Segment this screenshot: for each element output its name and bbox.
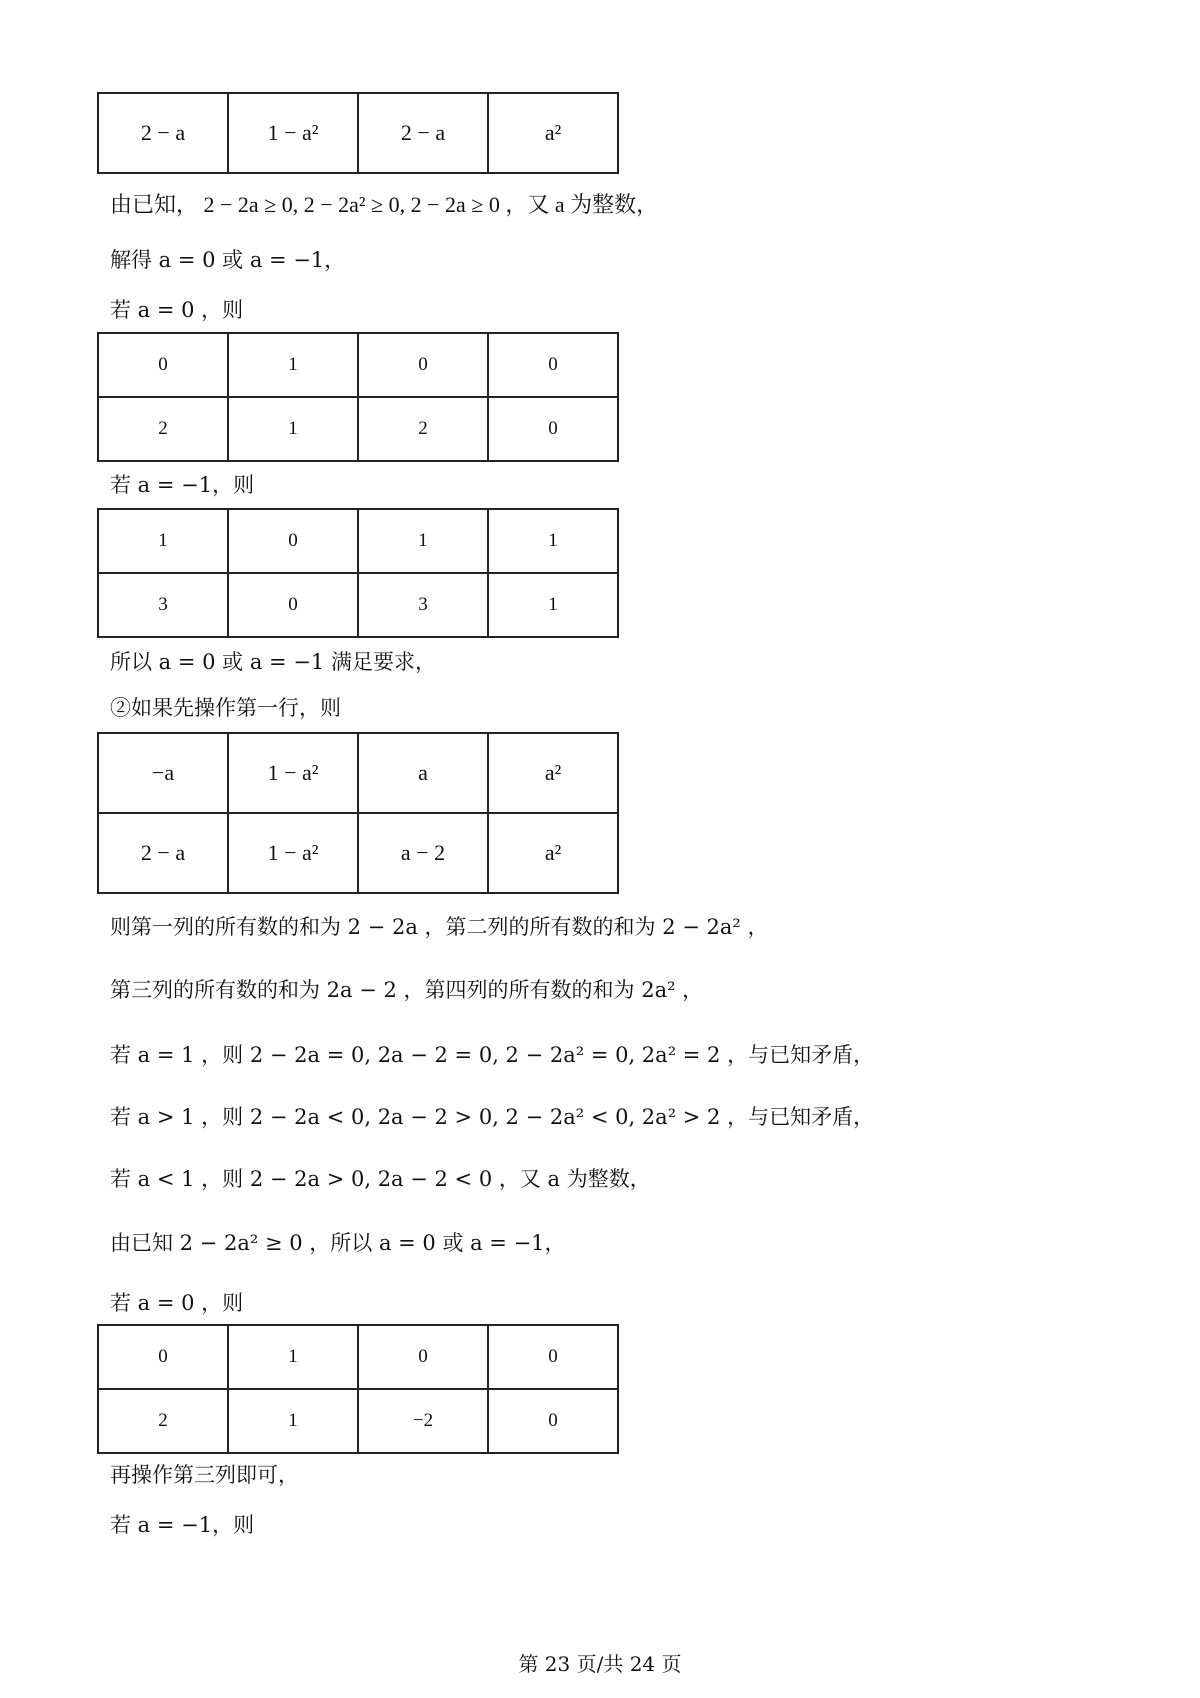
table-cell: 1 − a² — [228, 813, 358, 893]
table-cell: 1 — [488, 509, 618, 573]
text-line: 若 a = −1，则 — [110, 473, 255, 497]
table-row — [98, 397, 618, 461]
text-line: 则第一列的所有数的和为 2 − 2a ，第二列的所有数的和为 2 − 2a² ， — [110, 915, 769, 939]
table-row — [98, 573, 618, 637]
table-cell: 1 − a² — [228, 733, 358, 813]
text-line: 若 a > 1 ，则 2 − 2a < 0, 2a − 2 > 0, 2 − 2a² < 0, 2a² > 2 ，与已知矛盾， — [110, 1105, 875, 1129]
text-line: 第三列的所有数的和为 2a − 2 ，第四列的所有数的和为 2a² ， — [110, 978, 704, 1002]
table-first-row-op — [97, 732, 619, 894]
text-line: 若 a = 1 ，则 2 − 2a = 0, 2a − 2 = 0, 2 − 2a² = 0, 2a² = 2 ，与已知矛盾， — [110, 1043, 875, 1067]
table-row-op-result — [97, 92, 619, 174]
table-cell: 1 — [228, 397, 358, 461]
text-line: 若 a = 0 ，则 — [110, 298, 244, 322]
text-line: 解得 a = 0 或 a = −1， — [110, 248, 346, 272]
text-line: 所以 a = 0 或 a = −1 满足要求， — [110, 650, 436, 674]
table-cell: 1 — [228, 333, 358, 397]
text-line: 若 a = 0 ，则 — [110, 1291, 244, 1315]
table-cell: −a — [98, 733, 228, 813]
table-cell: 3 — [98, 573, 228, 637]
table-cell: 0 — [358, 1325, 488, 1389]
table-cell: 0 — [228, 509, 358, 573]
table-a-zero-second — [97, 1324, 619, 1454]
table-row — [98, 733, 618, 813]
table-cell: 2 − a — [98, 813, 228, 893]
table-cell: 3 — [358, 573, 488, 637]
table-cell: 0 — [358, 333, 488, 397]
table-cell: 1 — [228, 1389, 358, 1453]
table-row — [98, 333, 618, 397]
table-cell: 1 — [488, 573, 618, 637]
table-cell: 1 — [358, 509, 488, 573]
table-row — [98, 813, 618, 893]
table-cell: a — [358, 733, 488, 813]
text-line: ②如果先操作第一行，则 — [110, 696, 341, 720]
table-cell: 0 — [98, 1325, 228, 1389]
text-line: 由已知， 2 − 2a ≥ 0, 2 − 2a² ≥ 0, 2 − 2a ≥ 0 ，又 a 为整数， — [110, 192, 659, 217]
table-row — [98, 1325, 618, 1389]
table-cell: a² — [488, 813, 618, 893]
table-row — [98, 93, 618, 173]
table-cell: a² — [488, 733, 618, 813]
text-line: 若 a < 1 ，则 2 − 2a > 0, 2a − 2 < 0 ，又 a 为整数， — [110, 1167, 651, 1191]
table-row — [98, 509, 618, 573]
table-cell: 0 — [488, 1389, 618, 1453]
table-cell: 0 — [488, 1325, 618, 1389]
page-number: 第 23 页/共 24 页 — [518, 1652, 682, 1676]
table-cell: 1 — [228, 1325, 358, 1389]
table-cell: 0 — [228, 573, 358, 637]
table-cell: 1 — [98, 509, 228, 573]
table-cell: a² — [488, 93, 618, 173]
table-row — [98, 1389, 618, 1453]
table-cell: 0 — [98, 333, 228, 397]
table-cell: 0 — [488, 397, 618, 461]
table-cell: 2 — [98, 397, 228, 461]
table-cell: 2 — [98, 1389, 228, 1453]
text-line: 若 a = −1，则 — [110, 1513, 255, 1537]
table-a-zero — [97, 332, 619, 462]
table-cell: a − 2 — [358, 813, 488, 893]
text-line: 再操作第三列即可， — [110, 1463, 299, 1487]
text-line: 由已知 2 − 2a² ≥ 0 ，所以 a = 0 或 a = −1， — [110, 1231, 566, 1255]
table-cell: 1 − a² — [228, 93, 358, 173]
table-a-neg-one — [97, 508, 619, 638]
table-cell: 0 — [488, 333, 618, 397]
table-cell: 2 − a — [358, 93, 488, 173]
table-cell: −2 — [358, 1389, 488, 1453]
table-cell: 2 — [358, 397, 488, 461]
table-cell: 2 − a — [98, 93, 228, 173]
